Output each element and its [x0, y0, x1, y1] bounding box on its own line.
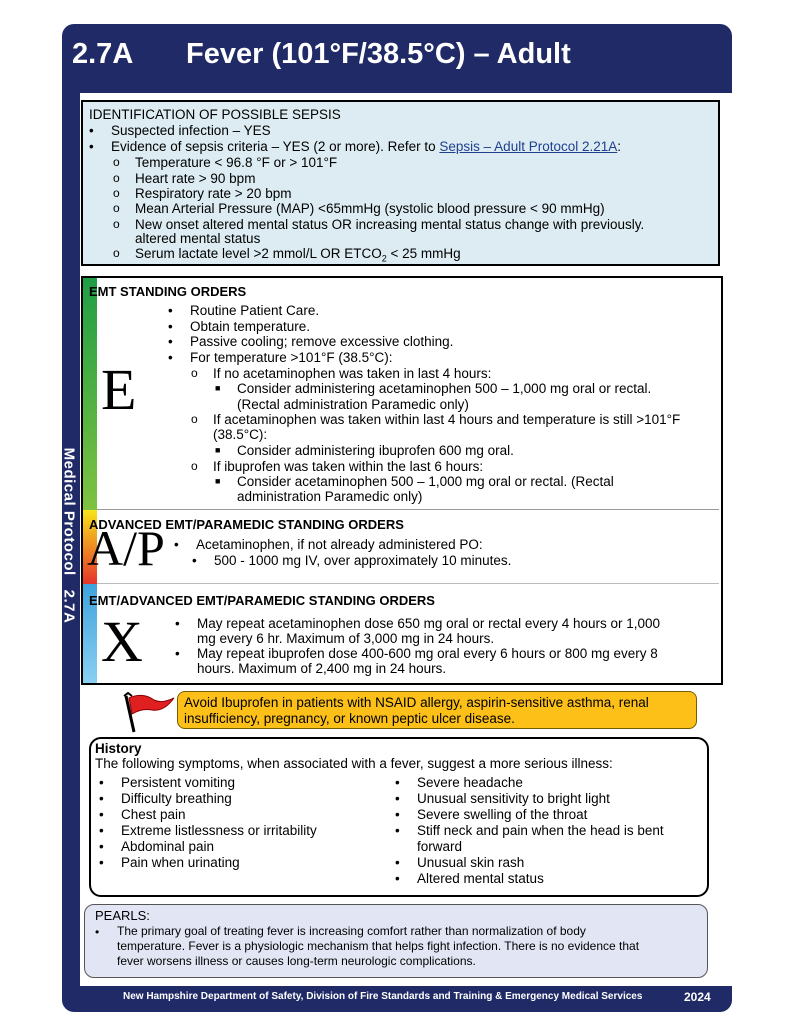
advanced-letter: A/P [87, 520, 165, 576]
list-item: • Passive cooling; remove excessive clothing. [168, 334, 454, 349]
list-item: • Extreme listlessness or irritability [99, 823, 317, 838]
pearls-line: The primary goal of treating fever is increasing comfort rather than normalization of body [117, 924, 586, 938]
list-item: • For temperature >101°F (38.5°C): [168, 350, 393, 365]
list-item: • Pain when urinating [99, 855, 240, 870]
sepsis-title: IDENTIFICATION OF POSSIBLE SEPSIS [89, 107, 341, 122]
list-item: • 500 - 1000 mg IV, over approximately 10 minutes. [192, 553, 512, 568]
history-intro: The following symptoms, when associated with a fever, suggest a more serious illness: [95, 756, 613, 771]
list-item: • Abdominal pain [99, 839, 215, 854]
list-item: ■ Consider administering acetaminophen 500 – 1,000 mg oral or rectal. [215, 381, 652, 396]
section-divider [97, 509, 719, 510]
warning-text: Avoid Ibuprofen in patients with NSAID allergy, aspirin-sensitive asthma, renal insufficiency, pregnancy, or known peptic ulcer disease. [184, 695, 649, 726]
list-item: • Obtain temperature. [168, 319, 311, 334]
standing-orders-box [81, 276, 723, 685]
list-item: • Stiff neck and pain when the head is bent [395, 823, 664, 838]
list-item: • Acetaminophen, if not already administered PO: [174, 537, 483, 552]
list-item: • Difficulty breathing [99, 791, 232, 806]
pearls-line: temperature. Fever is a physiologic mechanism that helps fight infection. There is no evidence that [117, 939, 640, 953]
list-item: ■ Consider administering ibuprofen 600 mg oral. [215, 443, 514, 458]
list-item-continuation: mg every 6 hr. Maximum of 3,000 mg in 24 hours. [197, 631, 495, 646]
footer [62, 986, 732, 1012]
list-item: • Severe headache [395, 775, 523, 790]
pearls-box [84, 904, 708, 978]
page-title [72, 38, 571, 71]
list-item: • May repeat acetaminophen dose 650 mg oral or rectal every 4 hours or 1,000 [175, 616, 661, 631]
protocol-number: 2.7A [72, 38, 134, 70]
list-item-continuation: (38.5°C): [213, 427, 268, 442]
list-item-continuation: altered mental status [135, 231, 261, 246]
side-label-text: Medical Protocol 2.7A [60, 447, 78, 624]
list-item: o Mean Arterial Pressure (MAP) <65mmHg (systolic blood pressure < 90 mmHg) [113, 201, 605, 216]
list-item: o If no acetaminophen was taken in last 4 hours: [191, 366, 492, 381]
list-item: o Temperature < 96.8 °F or > 101°F [113, 155, 338, 170]
list-item-continuation: administration Paramedic only) [237, 489, 423, 504]
pearls-line: fever worsens illness or causes long-term neurologic complications. [117, 954, 476, 968]
emt-section-title: EMT STANDING ORDERS [89, 284, 247, 299]
sepsis-box [81, 100, 720, 266]
list-item-continuation: hours. Maximum of 2,400 mg in 24 hours. [197, 661, 447, 676]
all-letter: X [101, 609, 143, 674]
protocol-title: Fever (101°F/38.5°C) – Adult [186, 38, 571, 70]
emt-letter: E [101, 357, 137, 422]
list-item: o Respiratory rate > 20 bpm [113, 186, 292, 201]
warning-callout [177, 691, 697, 729]
list-item: o If ibuprofen was taken within the last 6 hours: [191, 459, 484, 474]
sepsis-protocol-link[interactable]: Sepsis – Adult Protocol 2.21A [439, 139, 618, 154]
list-item: o Heart rate > 90 bpm [113, 171, 256, 186]
footer-org: New Hampshire Department of Safety, Division of Fire Standards and Training & Emergency Medical Services [123, 991, 643, 1002]
list-item-continuation: (Rectal administration Paramedic only) [237, 397, 469, 412]
advanced-section-title: ADVANCED EMT/PARAMEDIC STANDING ORDERS [89, 517, 404, 532]
list-item: • Suspected infection – YES [89, 123, 271, 138]
list-item: o New onset altered mental status OR increasing mental status change with previously. [113, 217, 645, 232]
footer-year: 2024 [684, 990, 711, 1004]
list-item: • May repeat ibuprofen dose 400-600 mg oral every 6 hours or 800 mg every 8 [175, 646, 658, 661]
list-item: • Chest pain [99, 807, 186, 822]
bullet: • [95, 925, 100, 939]
list-item: o Serum lactate level >2 mmol/L OR $ETCO_2 < 25$ mmHg [113, 246, 461, 264]
side-label [56, 435, 84, 645]
emt-level-bar [83, 278, 97, 510]
list-item: • Altered mental status [395, 871, 544, 886]
list-item: • Evidence of sepsis criteria – YES (2 or more). Refer to Sepsis – Adult Protocol 2.21A: [89, 139, 622, 154]
list-item: ■ Consider acetaminophen 500 – 1,000 mg oral or rectal. (Rectal [215, 474, 614, 489]
list-item-continuation: forward [417, 839, 463, 854]
list-item: o If acetaminophen was taken within last 4 hours and temperature is still >101°F [191, 412, 681, 427]
history-box [89, 737, 709, 897]
pearls-title: PEARLS: [95, 908, 150, 923]
list-item: • Routine Patient Care. [168, 303, 320, 318]
red-flag-icon [118, 690, 178, 734]
list-item: • Unusual skin rash [395, 855, 525, 870]
section-divider [97, 583, 719, 584]
list-item: • Persistent vomiting [99, 775, 236, 790]
history-title: History [95, 741, 142, 756]
list-item: • Unusual sensitivity to bright light [395, 791, 610, 806]
all-section-title: EMT/ADVANCED EMT/PARAMEDIC STANDING ORDERS [89, 593, 435, 608]
list-item: • Severe swelling of the throat [395, 807, 588, 822]
